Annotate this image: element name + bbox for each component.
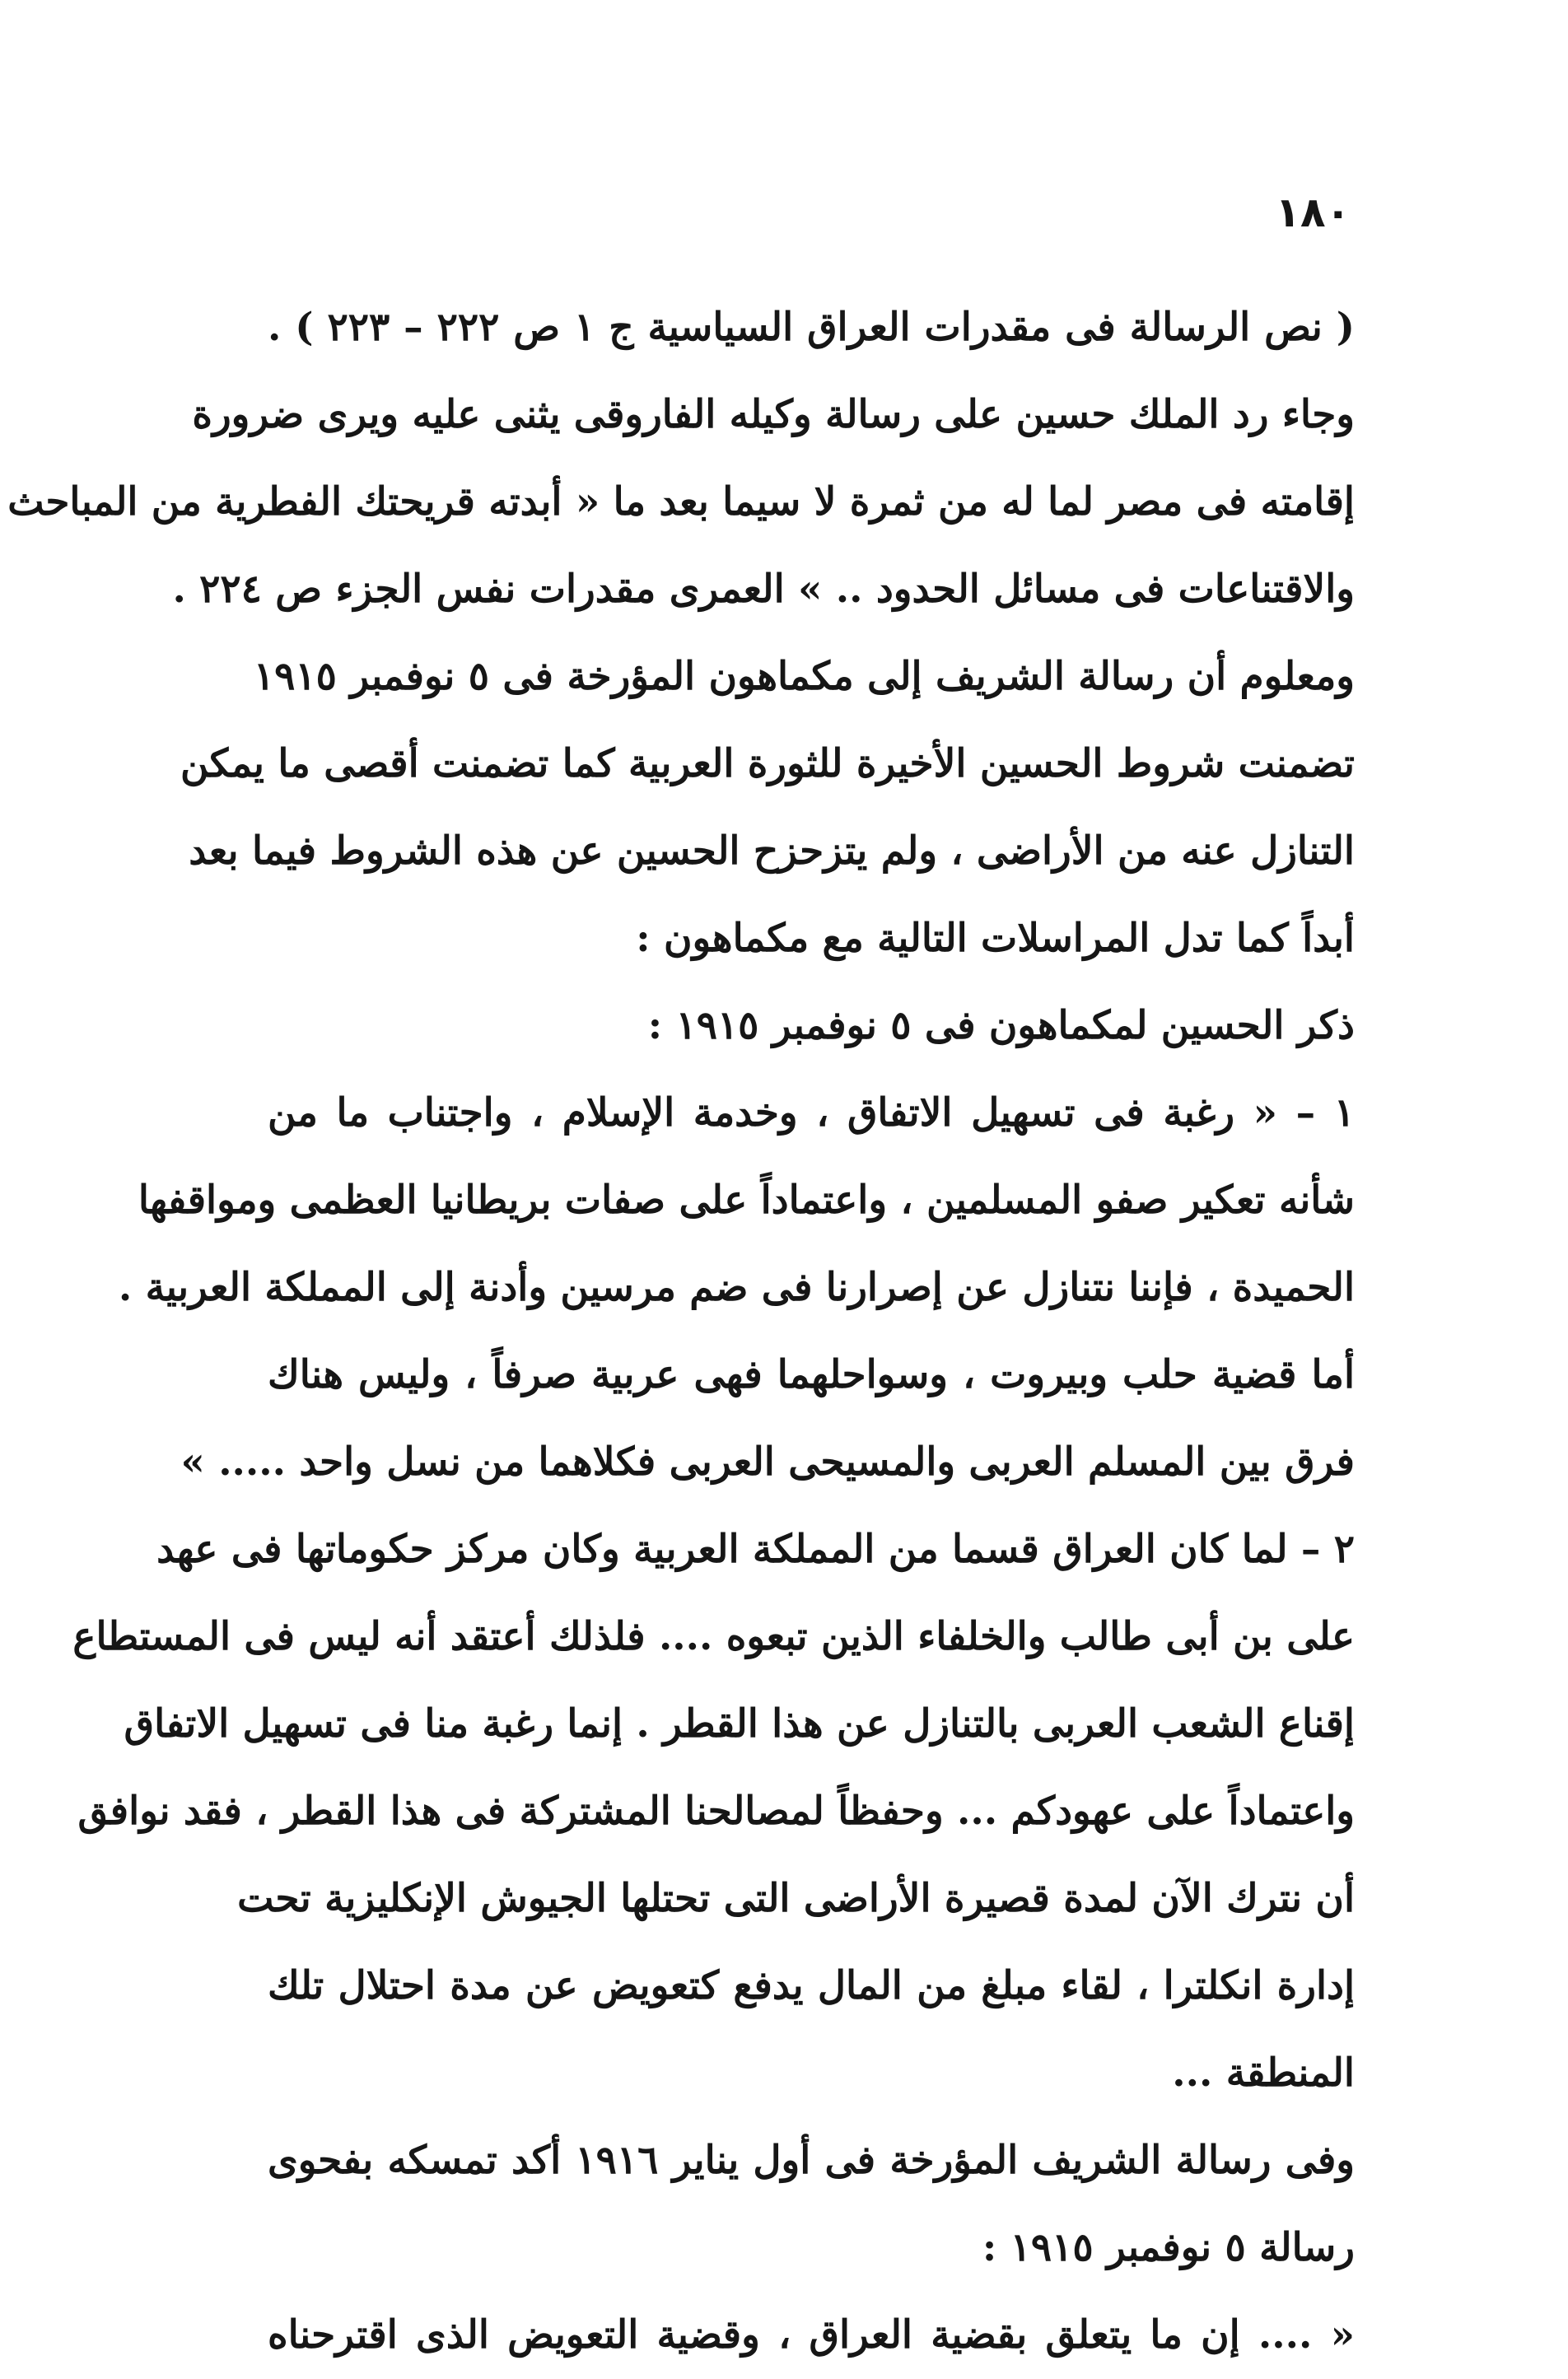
text-line-6: تضمنت شروط الحسين الأخيرة للثورة العربية كما تضمنت أقصى ما يمكن xyxy=(180,741,1355,786)
text-line-8: أبداً كما تدل المراسلات التالية مع مكماهون : xyxy=(636,916,1355,961)
text-line-20: إدارة انكلترا ، لقاء مبلغ من المال يدفع كتعويض عن مدة احتلال تلك xyxy=(268,1963,1355,2008)
text-line-1: ( نص الرسالة فى مقدرات العراق السياسية ج ١ ص ٢٢٢ – ٢٢٣ ) . xyxy=(268,305,1355,350)
text-line-10: ١ – « رغبة فى تسهيل الاتفاق ، وخدمة الإسلام ، واجتناب ما من xyxy=(268,1090,1355,1136)
text-line-4: والاقتناعات فى مسائل الحدود .. » العمرى مقدرات نفس الجزء ص ٢٢٤ . xyxy=(172,567,1355,612)
text-line-5: ومعلوم أن رسالة الشريف إلى مكماهون المؤرخة فى ٥ نوفمبر ١٩١٥ xyxy=(253,654,1355,699)
text-line-13: أما قضية حلب وبيروت ، وسواحلهما فهى عربية صرفاً ، وليس هناك xyxy=(268,1352,1355,1397)
text-line-2: وجاء رد الملك حسين على رسالة وكيله الفاروقى يثنى عليه ويرى ضرورة xyxy=(192,392,1355,437)
text-line-17: إقناع الشعب العربى بالتنازل عن هذا القطر . إنما رغبة منا فى تسهيل الاتفاق xyxy=(124,1701,1355,1747)
text-line-3: إقامته فى مصر لما له من ثمرة لا سيما بعد ما « أبدته قريحتك الفطرية من المباحث xyxy=(7,479,1355,525)
text-line-22: وفى رسالة الشريف المؤرخة فى أول يناير ١٩١٦ أكد تمسكه بفحوى xyxy=(268,2138,1355,2183)
text-line-18: واعتماداً على عهودكم ... وحفظاً لمصالحنا المشتركة فى هذا القطر ، فقد نوافق xyxy=(77,1789,1355,1834)
text-line-14: فرق بين المسلم العربى والمسيحى العربى فكلاهما من نسل واحد ..... » xyxy=(180,1439,1355,1485)
text-line-19: أن نترك الآن لمدة قصيرة الأراضى التى تحتلها الجيوش الإنكليزية تحت xyxy=(237,1876,1355,1921)
text-line-16: على بن أبى طالب والخلفاء الذين تبعوه .... فلذلك أعتقد أنه ليس فى المستطاع xyxy=(72,1614,1355,1659)
page-number: ١٨٠ xyxy=(1275,189,1351,236)
text-line-24: « .... إن ما يتعلق بقضية العراق ، وقضية التعويض الذى اقترحناه xyxy=(268,2312,1355,2358)
body-text xyxy=(7,284,1355,2379)
text-line-11: شأنه تعكير صفو المسلمين ، واعتماداً على صفات بريطانيا العظمى ومواقفها xyxy=(138,1178,1355,1223)
text-line-7: التنازل عنه من الأراضى ، ولم يتزحزح الحسين عن هذه الشروط فيما بعد xyxy=(189,828,1355,874)
text-line-12: الحميدة ، فإننا نتنازل عن إصرارنا فى ضم مرسين وأدنة إلى المملكة العربية . xyxy=(118,1265,1355,1310)
text-line-21: المنطقة ... xyxy=(1172,2050,1355,2096)
text-line-15: ٢ – لما كان العراق قسما من المملكة العربية وكان مركز حكوماتها فى عهد xyxy=(156,1527,1355,1572)
text-line-9: ذكر الحسين لمكماهون فى ٥ نوفمبر ١٩١٥ : xyxy=(647,1003,1355,1048)
text-line-23: رسالة ٥ نوفمبر ١٩١٥ : xyxy=(982,2225,1355,2270)
